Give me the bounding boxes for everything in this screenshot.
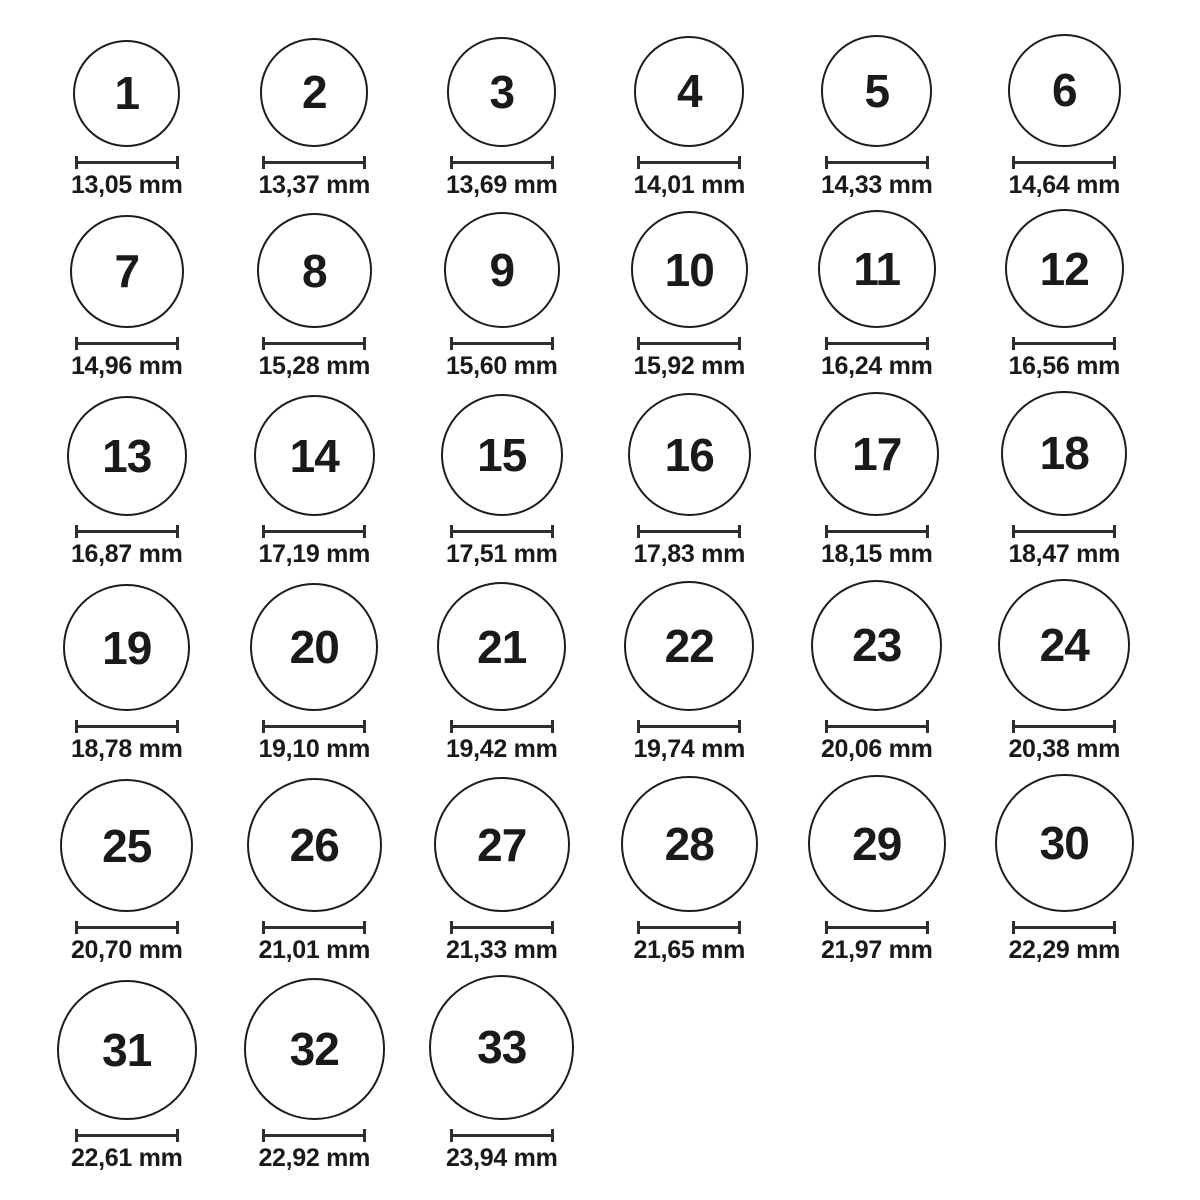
chart-row [33,579,1200,764]
diameter-dimension-line [637,337,741,350]
diameter-dimension-line [75,1129,179,1142]
ring-circle [628,393,752,517]
ring-size-cell [221,213,409,380]
ring-size-number: 29 [852,817,902,870]
diameter-dimension-line [75,337,179,350]
ring-circle [1001,391,1127,517]
ring-circle [811,580,942,711]
ring-circle [250,583,378,711]
ring-circle [621,776,758,913]
ring-size-cell [783,35,971,199]
diameter-dimension-line [825,921,929,934]
ring-circle [624,581,754,711]
diameter-dimension-line [450,720,554,733]
ring-circle [814,392,939,517]
ring-circle [1005,209,1124,328]
diameter-label: 22,29 mm [1008,936,1121,965]
diameter-dimension-line [262,525,366,538]
diameter-label: 17,83 mm [633,540,746,569]
ring-circle [818,210,936,328]
chart-row [33,209,1200,381]
diameter-label: 14,64 mm [1008,170,1121,199]
diameter-dimension-line [637,156,741,169]
diameter-dimension-line [825,337,929,350]
diameter-dimension-line [1012,337,1116,350]
ring-size-number: 22 [664,620,714,673]
ring-size-cell [596,393,784,569]
ring-circle [441,394,563,516]
ring-circle [444,212,560,328]
ring-circle [447,37,556,146]
ring-size-number: 17 [852,427,902,480]
ring-size-number: 12 [1039,242,1089,295]
ring-circle [260,38,368,146]
ring-size-number: 3 [489,65,515,118]
ring-size-number: 21 [477,620,527,673]
ring-size-cell [783,210,971,381]
ring-size-number: 24 [1039,618,1089,671]
diameter-dimension-line [450,525,554,538]
ring-circle [247,778,382,913]
diameter-label: 13,69 mm [445,170,558,199]
ring-circle [429,975,574,1120]
ring-size-number: 16 [664,428,714,481]
ring-size-number: 28 [664,818,714,871]
diameter-label: 15,92 mm [633,352,746,381]
diameter-dimension-line [75,525,179,538]
diameter-dimension-line [1012,921,1116,934]
ring-size-number: 23 [852,619,902,672]
diameter-label: 20,70 mm [70,936,183,965]
ring-size-cell [33,215,221,381]
diameter-label: 23,94 mm [445,1143,558,1172]
ring-size-cell [596,581,784,764]
ring-size-cell [33,779,221,965]
ring-size-number: 6 [1051,64,1077,117]
diameter-label: 16,56 mm [1008,352,1121,381]
ring-size-cell [33,40,221,200]
ring-size-cell [783,580,971,764]
ring-circle [70,215,184,329]
diameter-dimension-line [825,720,929,733]
diameter-dimension-line [450,337,554,350]
ring-circle [63,584,190,711]
ring-size-number: 30 [1039,817,1089,870]
diameter-label: 15,28 mm [258,352,371,381]
diameter-label: 21,65 mm [633,936,746,965]
diameter-label: 17,19 mm [258,540,371,569]
ring-size-number: 20 [289,621,339,674]
diameter-label: 13,05 mm [70,170,183,199]
diameter-dimension-line [450,1129,554,1142]
diameter-dimension-line [1012,525,1116,538]
ring-size-number: 27 [477,818,527,871]
ring-size-cell [33,584,221,763]
ring-size-cell [408,394,596,569]
ring-circle [808,775,946,913]
ring-size-number: 15 [477,429,527,482]
ring-size-number: 5 [864,64,890,117]
ring-circle [631,211,748,328]
ring-size-cell [221,395,409,569]
diameter-label: 14,01 mm [633,170,746,199]
diameter-dimension-line [75,720,179,733]
diameter-dimension-line [1012,156,1116,169]
ring-size-number: 26 [289,819,339,872]
ring-size-number: 13 [102,430,152,483]
ring-size-number: 33 [477,1021,527,1074]
diameter-dimension-line [262,1129,366,1142]
diameter-label: 17,51 mm [445,540,558,569]
diameter-dimension-line [637,720,741,733]
ring-circle [73,40,180,147]
ring-size-cell [596,211,784,380]
ring-circle [995,774,1134,913]
diameter-dimension-line [75,156,179,169]
diameter-label: 21,01 mm [258,936,371,965]
diameter-label: 19,74 mm [633,735,746,764]
ring-size-cell [971,579,1159,764]
ring-size-cell [408,37,596,199]
diameter-label: 20,38 mm [1008,735,1121,764]
ring-size-cell [408,582,596,764]
ring-size-number: 8 [301,244,327,297]
ring-size-number: 11 [853,243,901,296]
diameter-label: 18,47 mm [1008,540,1121,569]
ring-size-cell [221,583,409,763]
diameter-dimension-line [262,337,366,350]
diameter-label: 19,10 mm [258,735,371,764]
diameter-dimension-line [450,921,554,934]
ring-size-cell [783,392,971,569]
ring-circle [257,213,372,328]
ring-size-cell [221,978,409,1172]
ring-size-cell [408,975,596,1172]
ring-size-cell [971,391,1159,569]
ring-circle [821,35,932,146]
diameter-label: 22,61 mm [70,1143,183,1172]
chart-row [33,391,1200,569]
diameter-label: 16,24 mm [820,352,933,381]
ring-size-number: 31 [102,1023,152,1076]
ring-circle [254,395,375,516]
diameter-dimension-line [637,921,741,934]
ring-size-number: 14 [289,429,339,482]
chart-row [33,34,1200,199]
diameter-label: 18,78 mm [70,735,183,764]
diameter-dimension-line [825,156,929,169]
ring-size-cell [971,774,1159,965]
ring-size-number: 2 [301,66,327,119]
diameter-dimension-line [450,156,554,169]
ring-size-cell [221,778,409,965]
ring-size-cell [596,36,784,199]
ring-size-cell [33,396,221,569]
chart-row [33,774,1200,965]
ring-circle [60,779,193,912]
ring-circle [434,777,570,913]
ring-size-number: 19 [102,621,152,674]
diameter-label: 21,33 mm [445,936,558,965]
ring-size-cell [783,775,971,965]
ring-size-number: 10 [664,243,714,296]
diameter-label: 13,37 mm [258,170,371,199]
ring-size-cell [971,34,1159,199]
ring-size-cell [33,980,221,1173]
diameter-label: 18,15 mm [820,540,933,569]
diameter-dimension-line [262,156,366,169]
ring-size-number: 4 [676,65,702,118]
diameter-label: 21,97 mm [820,936,933,965]
ring-circle [57,980,197,1120]
diameter-label: 20,06 mm [820,735,933,764]
diameter-dimension-line [637,525,741,538]
diameter-dimension-line [75,921,179,934]
ring-size-cell [408,777,596,965]
ring-circle [634,36,744,146]
ring-size-number: 9 [489,244,515,297]
diameter-dimension-line [825,525,929,538]
diameter-dimension-line [1012,720,1116,733]
ring-size-cell [408,212,596,380]
ring-size-cell [221,38,409,199]
diameter-label: 15,60 mm [445,352,558,381]
ring-size-cell [596,776,784,965]
diameter-label: 22,92 mm [258,1143,371,1172]
ring-size-number: 18 [1039,427,1089,480]
diameter-dimension-line [262,921,366,934]
ring-size-number: 32 [289,1023,339,1076]
ring-circle [1008,34,1121,147]
diameter-label: 19,42 mm [445,735,558,764]
ring-circle [67,396,187,516]
ring-circle [437,582,566,711]
ring-size-number: 7 [114,245,140,298]
ring-size-number: 1 [114,67,140,119]
ring-circle [998,579,1130,711]
diameter-label: 16,87 mm [70,540,183,569]
ring-circle [244,978,385,1119]
diameter-label: 14,96 mm [70,352,183,381]
chart-row [33,975,1200,1172]
ring-size-cell [971,209,1159,381]
diameter-label: 14,33 mm [820,170,933,199]
diameter-dimension-line [262,720,366,733]
ring-size-number: 25 [102,819,152,872]
